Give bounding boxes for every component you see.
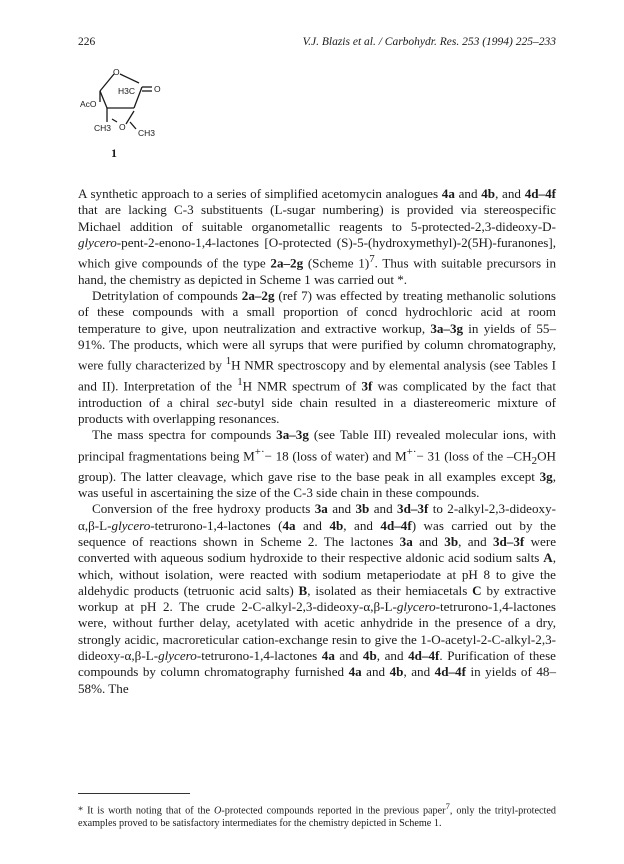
text-segment: 3a–3g: [276, 427, 309, 443]
text-segment: +·: [254, 445, 265, 458]
text-segment: and: [412, 533, 445, 549]
ether-oxygen-label: O: [119, 122, 126, 132]
methyl-right-label: CH3: [138, 128, 156, 138]
text-segment: +·: [406, 445, 417, 458]
footnote-rule: [78, 793, 190, 794]
text-segment: 4b: [362, 648, 377, 664]
h3c-label: H3C: [118, 86, 136, 96]
text-segment: and: [327, 501, 356, 517]
text-segment: glycero: [396, 599, 436, 615]
text-segment: 4d–4f: [434, 664, 466, 680]
text-segment: 3b: [444, 533, 459, 549]
text-segment: , isolated as their hemiacetals: [307, 582, 473, 598]
text-segment: A: [543, 550, 553, 566]
page-header: [78, 36, 556, 52]
text-segment: 2a–2g: [241, 288, 275, 304]
text-segment: , only the trityl-protected examples proved to be satisfactory intermediates for the chemistry depicted in Scheme 1.: [78, 805, 556, 830]
text-segment: , and: [403, 664, 435, 680]
text-segment: (Scheme 1): [303, 255, 370, 271]
text-segment: and: [369, 501, 398, 517]
text-segment: Detritylation of compounds: [92, 288, 242, 304]
text-segment: , was useful in ascertaining the size of the C-3 side chain in these compounds.: [78, 468, 556, 501]
text-segment: glycero: [78, 234, 117, 250]
text-segment: B: [298, 582, 308, 598]
text-segment: 3d–3f: [397, 501, 429, 517]
paragraph: [78, 501, 556, 697]
text-segment: 4a: [348, 664, 362, 680]
text-segment: 7: [445, 801, 450, 811]
text-segment: -pent-2-enono-1,4-lactones [O-protected (S)-5-(hydroxymethyl)-2(5H)-furanones], which give compounds of the type: [78, 234, 556, 271]
text-segment: -tetrurono-1,4-lactones (: [150, 517, 283, 533]
text-segment: that are lacking C-3 substituents (L-sugar numbering) is provided via stereospecific Michael addition of suitable organometallic reagents to 5-protected-2,3-dideoxy-D-: [78, 202, 556, 234]
text-segment: -tetrurono-1,4-lactones were, without further delay, acetylated with acetic anhydride in the presence of a dry, strongly acidic, macroreticular cation-exchange resin to give the 1-O-acetyl-2-C-alkyl-2,3-dideoxy-α,β-L-: [78, 599, 556, 664]
text-segment: to 2-alkyl-2,3-dideoxy-α,β-L-: [78, 501, 556, 533]
compound-number: 1: [111, 146, 117, 160]
paragraph: [78, 186, 556, 288]
text-segment: Conversion of the free hydroxy products: [92, 501, 315, 517]
text-segment: A synthetic approach to a series of simplified acetomycin analogues: [78, 186, 442, 201]
text-segment: 3a: [314, 501, 328, 517]
text-segment: glycero: [111, 517, 151, 533]
text-segment: 2a–2g: [270, 255, 304, 271]
text-segment: was complicated by the fact that introduction of a chiral: [78, 378, 556, 410]
acetoxy-label: AcO: [80, 99, 97, 109]
text-segment: 2: [531, 454, 538, 467]
text-segment: . Thus with suitable precursors in hand, the chemistry as depicted in Scheme 1 was carried out *.: [78, 255, 556, 287]
text-segment: and: [454, 186, 482, 201]
text-segment: and: [361, 664, 390, 680]
text-segment: 4d–4f: [408, 648, 440, 664]
text-segment: , which, without isolation, were reacted with sodium metaperiodate at pH 8 to give the aldehydic products (tetruonic acid salts): [78, 550, 556, 598]
text-segment: 3g: [539, 468, 553, 484]
text-segment: 4d–4f: [524, 186, 556, 201]
text-segment: ) was carried out by the sequence of reactions shown in Scheme 2. The lactones: [78, 517, 556, 549]
text-segment: 4b: [389, 664, 404, 680]
footnote: [78, 800, 556, 830]
text-segment: O: [214, 805, 222, 817]
text-segment: , and: [495, 186, 525, 201]
text-segment: -protected compounds reported in the previous paper: [221, 805, 446, 817]
text-segment: * It is worth noting that of the: [78, 805, 215, 817]
text-segment: by extractive workup at pH 2. The crude 2-C-alkyl-2,3-dideoxy-α,β-L-: [78, 582, 556, 615]
text-segment: 4a: [321, 648, 335, 664]
text-segment: 1: [225, 355, 232, 368]
methyl-left-label: CH3: [94, 123, 112, 133]
text-segment: glycero: [158, 648, 197, 664]
paragraph: [78, 288, 556, 427]
text-segment: -tetrurono-1,4-lactones: [196, 648, 322, 664]
text-segment: in yields of 55–91%. The products, which were all syrups that were purified by column chromatography, were fully characterized by: [78, 320, 556, 373]
text-segment: 4d–4f: [380, 517, 412, 533]
text-segment: 3a: [399, 533, 413, 549]
text-segment: 4b: [329, 517, 344, 533]
text-segment: , and: [376, 648, 409, 664]
text-segment: and: [334, 648, 363, 664]
text-segment: The mass spectra for compounds: [92, 427, 277, 443]
text-segment: and: [295, 517, 330, 533]
ring-oxygen-label: O: [113, 67, 120, 77]
carbonyl-oxygen-label: O: [154, 84, 161, 94]
text-segment: 3a–3g: [430, 320, 464, 336]
text-segment: in yields of 48–58%. The: [78, 664, 556, 696]
text-segment: 4b: [481, 186, 496, 201]
text-segment: , and: [343, 517, 381, 533]
chemical-structure-1: [78, 64, 188, 164]
text-segment: OH group). The latter cleavage, which gave rise to the base peak in all examples except: [78, 447, 556, 484]
text-segment: . Purification of these compounds by column chromatography furnished: [78, 648, 556, 680]
paragraph: [78, 427, 556, 501]
text-segment: 3f: [361, 378, 373, 394]
text-segment: 1: [237, 375, 243, 388]
text-segment: (see Table III) revealed molecular ions, with principal fragmentations being M: [78, 427, 556, 463]
text-segment: 4a: [441, 186, 455, 201]
text-segment: sec: [216, 394, 234, 410]
text-segment: 4a: [282, 517, 296, 533]
text-segment: 3b: [355, 501, 370, 517]
text-segment: H NMR spectroscopy and by elemental analysis (see Tables I and II). Interpretation of the: [78, 357, 556, 394]
text-segment: H NMR spectrum of: [242, 378, 362, 394]
text-segment: -butyl side chain resulted in a diastereomeric mixture of products with overlapping resonances.: [78, 394, 556, 426]
text-segment: , and: [458, 533, 493, 549]
text-segment: − 18 (loss of water) and M: [264, 447, 407, 463]
running-head: V.J. Blazis et al. / Carbohydr. Res. 253 (1994) 225–233: [302, 36, 556, 48]
text-segment: 3d–3f: [492, 533, 525, 549]
text-segment: C: [472, 582, 482, 598]
text-segment: (ref 7) was effected by treating methanolic solutions of these compounds with a small proportion of concd hydrochloric acid at room temperature to give, upon neutralization and extractive workup,: [78, 288, 556, 336]
page-number: 226: [78, 36, 96, 48]
text-segment: 7: [369, 253, 375, 266]
text-segment: − 31 (loss of the –CH: [416, 447, 532, 463]
body-text: [78, 186, 556, 697]
text-segment: were converted with aqueous sodium hydroxide to their respective aldonic acid sodium salts: [78, 533, 557, 566]
